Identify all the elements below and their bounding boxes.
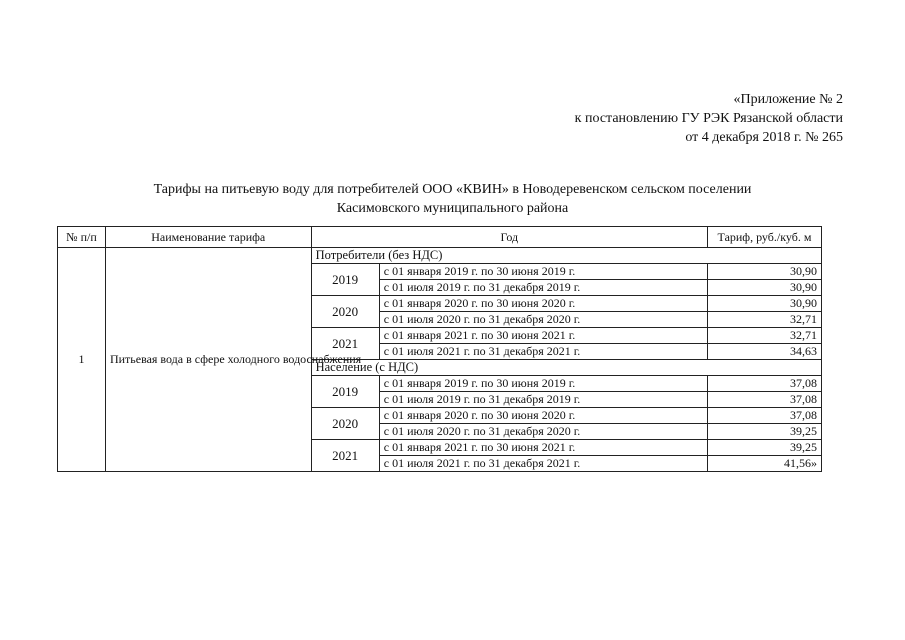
group-label: Население (с НДС) (311, 360, 821, 376)
tariff-table (57, 226, 822, 472)
year-cell: 2021 (311, 440, 379, 472)
annex-date: от 4 декабря 2018 г. № 265 (685, 130, 843, 145)
year-cell: 2021 (311, 328, 379, 360)
tariff-value: 30,90 (707, 280, 821, 296)
header-tariff-name: Наименование тарифа (105, 227, 311, 248)
header-tariff-value: Тариф, руб./куб. м (707, 227, 821, 248)
document-title-line-2: Касимовского муниципального района (336, 201, 569, 216)
table-row (58, 248, 822, 264)
tariff-value: 32,71 (707, 312, 821, 328)
period-cell: с 01 июля 2021 г. по 31 декабря 2021 г. (379, 456, 707, 472)
period-cell: с 01 января 2021 г. по 30 июня 2021 г. (379, 440, 707, 456)
annex-title: «Приложение № 2 (733, 92, 843, 107)
period-cell: с 01 января 2021 г. по 30 июня 2021 г. (379, 328, 707, 344)
tariff-value: 39,25 (707, 440, 821, 456)
year-cell: 2020 (311, 408, 379, 440)
tariff-value: 30,90 (707, 264, 821, 280)
header-number: № п/п (58, 227, 106, 248)
year-cell: 2019 (311, 376, 379, 408)
tariff-value: 34,63 (707, 344, 821, 360)
year-cell: 2020 (311, 296, 379, 328)
document-title (40, 180, 865, 218)
period-cell: с 01 января 2020 г. по 30 июня 2020 г. (379, 408, 707, 424)
tariff-value: 32,71 (707, 328, 821, 344)
period-cell: с 01 января 2019 г. по 30 июня 2019 г. (379, 264, 707, 280)
period-cell: с 01 июля 2021 г. по 31 декабря 2021 г. (379, 344, 707, 360)
table-header-row (58, 227, 822, 248)
period-cell: с 01 января 2020 г. по 30 июня 2020 г. (379, 296, 707, 312)
tariff-value: 41,56» (707, 456, 821, 472)
row-number: 1 (58, 248, 106, 472)
period-cell: с 01 июля 2020 г. по 31 декабря 2020 г. (379, 424, 707, 440)
period-cell: с 01 января 2019 г. по 30 июня 2019 г. (379, 376, 707, 392)
tariff-value: 37,08 (707, 408, 821, 424)
tariff-value: 39,25 (707, 424, 821, 440)
year-cell: 2019 (311, 264, 379, 296)
document-title-line-1: Тарифы на питьевую воду для потребителей ООО «КВИН» в Новодеревенском сельском поселении (153, 182, 752, 197)
period-cell: с 01 июля 2019 г. по 31 декабря 2019 г. (379, 392, 707, 408)
annex-block (575, 90, 843, 147)
tariff-name: Питьевая вода в сфере холодного водоснабжения (105, 248, 311, 472)
period-cell: с 01 июля 2020 г. по 31 декабря 2020 г. (379, 312, 707, 328)
tariff-value: 30,90 (707, 296, 821, 312)
header-year: Год (311, 227, 707, 248)
group-label: Потребители (без НДС) (311, 248, 821, 264)
annex-reference: к постановлению ГУ РЭК Рязанской области (574, 111, 843, 126)
tariff-value: 37,08 (707, 376, 821, 392)
tariff-value: 37,08 (707, 392, 821, 408)
period-cell: с 01 июля 2019 г. по 31 декабря 2019 г. (379, 280, 707, 296)
